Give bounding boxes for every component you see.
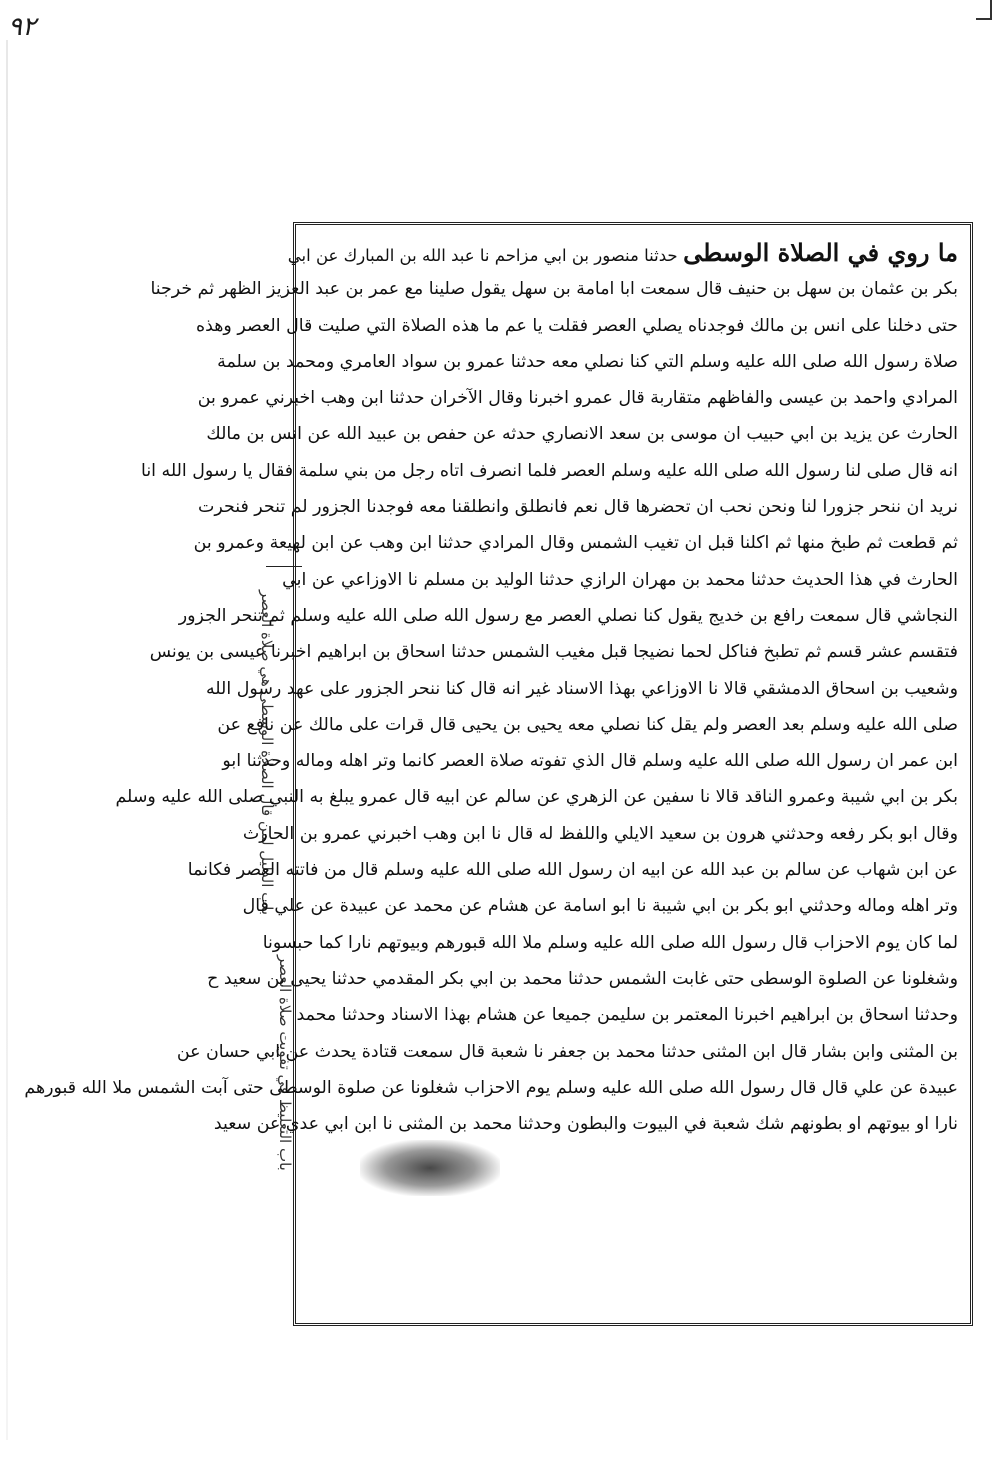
text-line: وقال ابو بكر رفعه وحدثني هرون بن سعيد الايلي واللفظ له قال نا ابن وهب اخبرني عمرو بن الحارث [242,823,958,844]
text-line: عن ابن شهاب عن سالم بن عبد الله عن ابيه ان رسول الله صلى الله عليه وسلم قال من فاتته العصر فكانما [187,860,958,881]
text-line: وشغلونا عن الصلوة الوسطى حتى غابت الشمس حدثنا محمد بن ابي بكر المقدمي حدثنا يحيى بن سعيد ح [207,968,958,989]
text-line: الحارث في هذا الحديث حدثنا محمد بن مهران الرازي حدثنا الوليد بن مسلم نا الاوزاعي عن ابي [282,569,958,590]
text-line: صلاة رسول الله صلى الله عليه وسلم التي كنا نصلي معه حدثنا عمرو بن سواد العامري ومحمد بن سلمة [217,351,958,372]
text-line: الحارث عن يزيد بن ابي حبيب ان موسى بن سعد الانصاري حدثه عن حفص بن عبيد الله عن انس بن مالك [206,424,958,445]
text-line: فتقسم عشر قسم ثم تطبخ فناكل لحما نضيجا قبل مغيب الشمس حدثنا اسحاق بن ابراهيم اخبرنا عيسى بن يونس [149,642,958,663]
text-line: وشعيب بن اسحاق الدمشقي قالا نا الاوزاعي بهذا الاسناد غير انه قال كنا ننحر الجزور على عهد رسول الله [205,678,958,699]
margin-note-chapter-title: باب الدليل لمن قال الصلاة الوسطى هي صلاة العصر [258,590,276,916]
text-line: صلى الله عليه وسلم بعد العصر ولم يقل كنا نصلي معه يحيى بن يحيى قال قرات على مالك عن نافع عن [217,714,958,735]
text-line: النجاشي قال سمعت رافع بن خديج يقول كنا نصلي العصر مع رسول الله صلى الله عليه وسلم ثم تنحر الجزور [178,605,958,626]
text-line: المرادي واحمد بن عيسى والفاظهم متقاربة قال عمرو اخبرنا وقال الآخران حدثنا ابن وهب اخبرني عمرو بن [197,388,958,409]
margin-note-section-title: باب التغليظ في تفويت صلاة العصر [276,955,294,1171]
text-line: حدثنا منصور بن ابي مزاحم نا عبد الله بن المبارك عن ابي [287,246,678,265]
corner-mark [976,0,992,20]
text-line: انه قال صلى لنا رسول الله صلى الله عليه وسلم العصر فلما انصرف اتاه رجل من بني سلمة فقال يا رسول الله انا [141,460,958,481]
heading-line [287,235,958,271]
text-line: بكر بن عثمان بن سهل بن حنيف قال سمعت ابا امامة بن سهل يقول صلينا مع عمر بن عبد العزيز الظهر ثم خرجنا [150,279,958,300]
text-line: ابن عمر ان رسول الله صلى الله عليه وسلم قال الذي تفوته صلاة العصر كانما وتر اهله وماله وحدثنا ابو [222,751,958,772]
page-number: ٩٢ [8,12,36,42]
page-crease [6,40,8,1440]
text-line: حتى دخلنا على انس بن مالك فوجدناه يصلي العصر فقلت يا عم ما هذه الصلاة التي صليت قال العصر وهذه [196,315,958,336]
text-line: بكر بن ابي شيبة وعمرو الناقد قالا نا سفين عن الزهري عن سالم عن ابيه قال عمرو يبلغ به النبي صلى الله عليه وسلم [115,787,958,808]
text-line: وحدثنا اسحاق بن ابراهيم اخبرنا المعتمر بن سليمن جميعا عن هشام بهذا الاسناد وحدثنا محمد [296,1005,958,1026]
text-line: نارا او بيوتهم او بطونهم شك شعبة في البيوت والبطون وحدثنا محمد بن المثنى نا ابن ابي عدي عن سعيد [213,1114,958,1135]
chapter-heading: ما روي في الصلاة الوسطى [683,238,958,267]
text-line: عبيدة عن علي قال قال رسول الله صلى الله عليه وسلم يوم الاحزاب شغلونا عن صلوة الوسطى حتى آبت الشمس ملا الله قبورهم [24,1077,958,1098]
text-line: لما كان يوم الاحزاب قال رسول الله صلى الله عليه وسلم ملا الله قبورهم وبيوتهم نارا كما حبسونا [262,932,958,953]
text-line: نريد ان ننحر جزورا لنا ونحن نحب ان تحضرها قال نعم فانطلق وانطلقنا معه فوجدنا الجزور لم تنحر فنحرت [198,497,958,518]
text-line: بن المثنى وابن بشار قال ابن المثنى حدثنا محمد بن جعفر نا شعبة قال سمعت قتادة يحدث عن ابي حسان عن [176,1041,958,1062]
text-line: وتر اهله وماله وحدثني ابو بكر بن ابي شيبة نا ابو اسامة عن هشام عن محمد عن عبيدة عن علي قال [242,896,958,917]
text-line: ثم قطعت ثم طبخ منها ثم اكلنا قبل ان تغيب الشمس وقال المرادي حدثنا ابن وهب عن ابن لهيعة وعمرو بن [193,533,958,554]
